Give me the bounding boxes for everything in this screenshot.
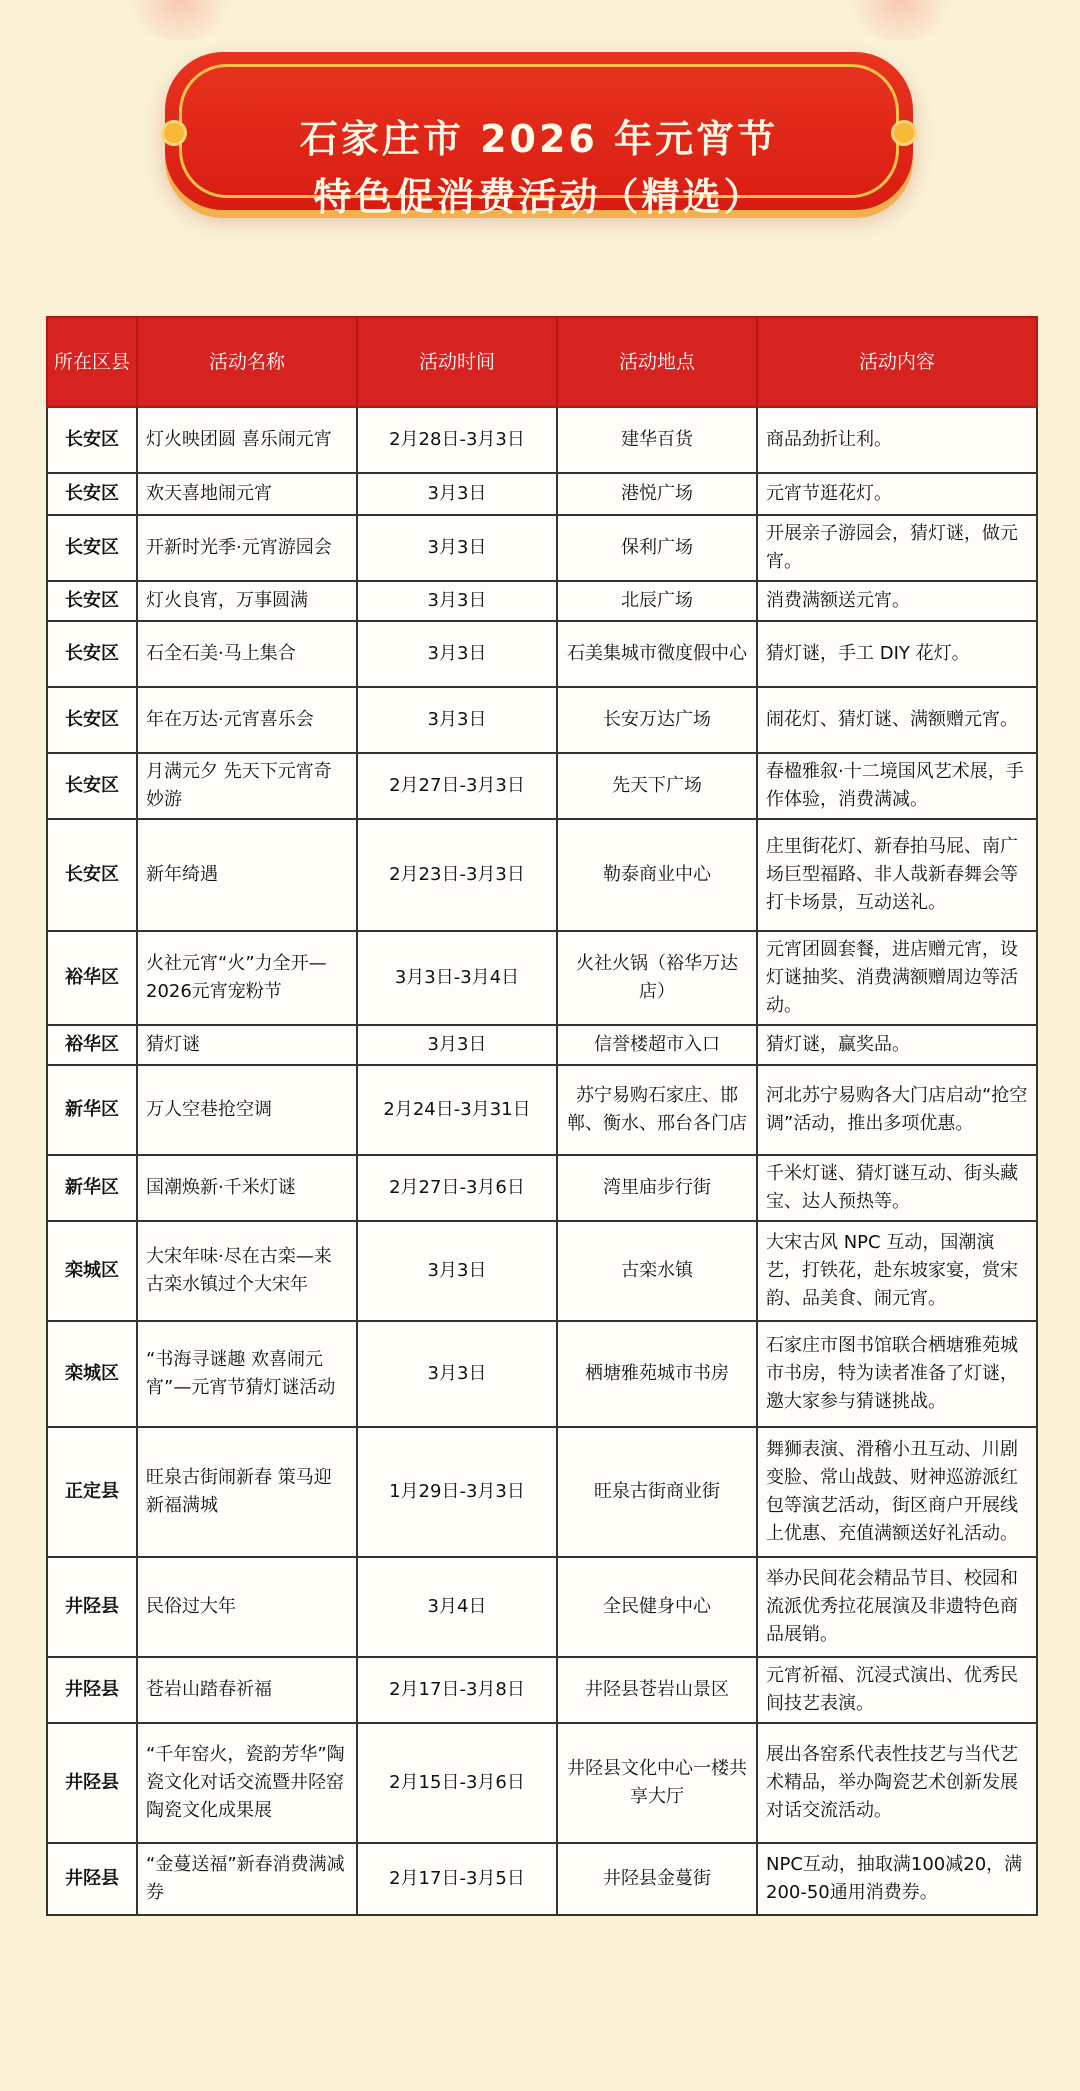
activity-name-cell: 民俗过大年 xyxy=(137,1557,357,1657)
activity-time-cell: 3月3日 xyxy=(357,1221,557,1321)
activity-place-cell: 火社火锅（裕华万达店） xyxy=(557,931,757,1025)
activity-time-cell: 3月3日 xyxy=(357,581,557,621)
activity-time-cell: 3月3日 xyxy=(357,515,557,581)
activity-time-cell: 3月3日 xyxy=(357,621,557,687)
activity-place-cell: 井陉县文化中心一楼共享大厅 xyxy=(557,1723,757,1843)
activity-time-cell: 2月17日-3月5日 xyxy=(357,1843,557,1915)
header-activity-place: 活动地点 xyxy=(557,317,757,407)
district-cell: 长安区 xyxy=(47,687,137,753)
activity-time-cell: 3月3日 xyxy=(357,1321,557,1427)
activity-content-cell: 河北苏宁易购各大门店启动“抢空调”活动，推出多项优惠。 xyxy=(757,1065,1037,1155)
activity-time-cell: 3月3日-3月4日 xyxy=(357,931,557,1025)
activity-content-cell: 大宋古风 NPC 互动，国潮演艺，打铁花，赴东坡家宴，赏宋韵、品美食、闹元宵。 xyxy=(757,1221,1037,1321)
activity-place-cell: 建华百货 xyxy=(557,407,757,473)
district-cell: 长安区 xyxy=(47,407,137,473)
activity-name-cell: “千年窑火，瓷韵芳华”陶瓷文化对话交流暨井陉窑陶瓷文化成果展 xyxy=(137,1723,357,1843)
activity-name-cell: 猜灯谜 xyxy=(137,1025,357,1065)
district-cell: 裕华区 xyxy=(47,931,137,1025)
header-activity-content: 活动内容 xyxy=(757,317,1037,407)
table-row xyxy=(47,1723,1037,1843)
activity-name-cell: 新年绮遇 xyxy=(137,819,357,931)
district-cell: 栾城区 xyxy=(47,1221,137,1321)
table-row xyxy=(47,1321,1037,1427)
activity-content-cell: 展出各窑系代表性技艺与当代艺术精品，举办陶瓷艺术创新发展对话交流活动。 xyxy=(757,1723,1037,1843)
activity-place-cell: 井陉县金蔓街 xyxy=(557,1843,757,1915)
activity-place-cell: 长安万达广场 xyxy=(557,687,757,753)
activity-time-cell: 3月4日 xyxy=(357,1557,557,1657)
activities-table xyxy=(46,316,1038,1916)
table-row xyxy=(47,687,1037,753)
header-activity-name: 活动名称 xyxy=(137,317,357,407)
table-row xyxy=(47,407,1037,473)
firework-decoration-right xyxy=(840,0,960,40)
table-row xyxy=(47,621,1037,687)
table-header-row xyxy=(47,317,1037,407)
table-row xyxy=(47,819,1037,931)
activity-place-cell: 港悦广场 xyxy=(557,473,757,515)
district-cell: 栾城区 xyxy=(47,1321,137,1427)
activity-content-cell: 猜灯谜，赢奖品。 xyxy=(757,1025,1037,1065)
activity-name-cell: 国潮焕新·千米灯谜 xyxy=(137,1155,357,1221)
page-title-line1: 石家庄市 2026 年元宵节 xyxy=(299,117,779,161)
table-row xyxy=(47,1657,1037,1723)
activity-name-cell: 灯火良宵，万事圆满 xyxy=(137,581,357,621)
activity-place-cell: 北辰广场 xyxy=(557,581,757,621)
activity-place-cell: 旺泉古街商业街 xyxy=(557,1427,757,1557)
activity-name-cell: 年在万达·元宵喜乐会 xyxy=(137,687,357,753)
activity-content-cell: 商品劲折让利。 xyxy=(757,407,1037,473)
activity-content-cell: 石家庄市图书馆联合栖塘雅苑城市书房，特为读者准备了灯谜，邀大家参与猜谜挑战。 xyxy=(757,1321,1037,1427)
activity-place-cell: 全民健身中心 xyxy=(557,1557,757,1657)
activity-place-cell: 信誉楼超市入口 xyxy=(557,1025,757,1065)
activity-time-cell: 3月3日 xyxy=(357,1025,557,1065)
activity-content-cell: 猜灯谜，手工 DIY 花灯。 xyxy=(757,621,1037,687)
header-activity-time: 活动时间 xyxy=(357,317,557,407)
activity-name-cell: 旺泉古街闹新春 策马迎新福满城 xyxy=(137,1427,357,1557)
activity-name-cell: 火社元宵“火”力全开—2026元宵宠粉节 xyxy=(137,931,357,1025)
activity-name-cell: “金蔓送福”新春消费满减券 xyxy=(137,1843,357,1915)
activity-content-cell: 庄里街花灯、新春拍马屁、南广场巨型福路、非人哉新春舞会等打卡场景，互动送礼。 xyxy=(757,819,1037,931)
activity-time-cell: 2月15日-3月6日 xyxy=(357,1723,557,1843)
activity-content-cell: 春楹雅叙·十二境国风艺术展，手作体验，消费满减。 xyxy=(757,753,1037,819)
district-cell: 井陉县 xyxy=(47,1657,137,1723)
district-cell: 长安区 xyxy=(47,473,137,515)
district-cell: 裕华区 xyxy=(47,1025,137,1065)
district-cell: 井陉县 xyxy=(47,1723,137,1843)
title-banner xyxy=(165,52,913,219)
table-row xyxy=(47,931,1037,1025)
activity-name-cell: 开新时光季·元宵游园会 xyxy=(137,515,357,581)
table-row xyxy=(47,1221,1037,1321)
table-row xyxy=(47,1557,1037,1657)
page-title-line2: 特色促消费活动（精选） xyxy=(313,175,765,219)
district-cell: 长安区 xyxy=(47,819,137,931)
activity-place-cell: 湾里庙步行街 xyxy=(557,1155,757,1221)
activity-content-cell: 元宵祈福、沉浸式演出、优秀民间技艺表演。 xyxy=(757,1657,1037,1723)
table-row xyxy=(47,1155,1037,1221)
activity-place-cell: 古栾水镇 xyxy=(557,1221,757,1321)
activity-place-cell: 栖塘雅苑城市书房 xyxy=(557,1321,757,1427)
activity-content-cell: 千米灯谜、猜灯谜互动、街头藏宝、达人预热等。 xyxy=(757,1155,1037,1221)
activity-name-cell: 石全石美·马上集合 xyxy=(137,621,357,687)
table-row xyxy=(47,515,1037,581)
table-row xyxy=(47,1025,1037,1065)
table-row xyxy=(47,473,1037,515)
activity-place-cell: 先天下广场 xyxy=(557,753,757,819)
activity-content-cell: 消费满额送元宵。 xyxy=(757,581,1037,621)
activity-content-cell: 舞狮表演、滑稽小丑互动、川剧变脸、常山战鼓、财神巡游派红包等演艺活动，街区商户开展线上优惠、充值满额送好礼活动。 xyxy=(757,1427,1037,1557)
activity-content-cell: 开展亲子游园会，猜灯谜，做元宵。 xyxy=(757,515,1037,581)
activity-time-cell: 2月28日-3月3日 xyxy=(357,407,557,473)
activity-place-cell: 石美集城市微度假中心 xyxy=(557,621,757,687)
table-row xyxy=(47,753,1037,819)
activity-name-cell: 月满元夕 先天下元宵奇妙游 xyxy=(137,753,357,819)
activity-time-cell: 2月24日-3月31日 xyxy=(357,1065,557,1155)
activity-name-cell: 欢天喜地闹元宵 xyxy=(137,473,357,515)
activity-content-cell: NPC互动，抽取满100减20，满200-50通用消费券。 xyxy=(757,1843,1037,1915)
table-row xyxy=(47,1843,1037,1915)
firework-decoration-left xyxy=(120,0,240,40)
district-cell: 长安区 xyxy=(47,753,137,819)
district-cell: 正定县 xyxy=(47,1427,137,1557)
table-row xyxy=(47,1427,1037,1557)
activity-time-cell: 2月17日-3月8日 xyxy=(357,1657,557,1723)
activity-time-cell: 2月27日-3月3日 xyxy=(357,753,557,819)
activity-time-cell: 3月3日 xyxy=(357,687,557,753)
activity-place-cell: 保利广场 xyxy=(557,515,757,581)
district-cell: 长安区 xyxy=(47,515,137,581)
district-cell: 井陉县 xyxy=(47,1557,137,1657)
activity-name-cell: “书海寻谜趣 欢喜闹元宵”—元宵节猜灯谜活动 xyxy=(137,1321,357,1427)
district-cell: 长安区 xyxy=(47,581,137,621)
activity-time-cell: 3月3日 xyxy=(357,473,557,515)
activity-place-cell: 井陉县苍岩山景区 xyxy=(557,1657,757,1723)
table-row xyxy=(47,581,1037,621)
table-row xyxy=(47,1065,1037,1155)
district-cell: 新华区 xyxy=(47,1155,137,1221)
activity-name-cell: 大宋年味·尽在古栾—来古栾水镇过个大宋年 xyxy=(137,1221,357,1321)
header-district: 所在区县 xyxy=(47,317,137,407)
district-cell: 长安区 xyxy=(47,621,137,687)
activity-name-cell: 万人空巷抢空调 xyxy=(137,1065,357,1155)
activity-content-cell: 元宵节逛花灯。 xyxy=(757,473,1037,515)
activity-name-cell: 苍岩山踏春祈福 xyxy=(137,1657,357,1723)
activity-place-cell: 苏宁易购石家庄、邯郸、衡水、邢台各门店 xyxy=(557,1065,757,1155)
activity-place-cell: 勒泰商业中心 xyxy=(557,819,757,931)
activity-content-cell: 元宵团圆套餐，进店赠元宵，设灯谜抽奖、消费满额赠周边等活动。 xyxy=(757,931,1037,1025)
activity-time-cell: 2月23日-3月3日 xyxy=(357,819,557,931)
activity-name-cell: 灯火映团圆 喜乐闹元宵 xyxy=(137,407,357,473)
activity-content-cell: 闹花灯、猜灯谜、满额赠元宵。 xyxy=(757,687,1037,753)
activity-time-cell: 2月27日-3月6日 xyxy=(357,1155,557,1221)
district-cell: 井陉县 xyxy=(47,1843,137,1915)
table-body xyxy=(47,407,1037,1915)
activity-time-cell: 1月29日-3月3日 xyxy=(357,1427,557,1557)
activity-content-cell: 举办民间花会精品节目、校园和流派优秀拉花展演及非遗特色商品展销。 xyxy=(757,1557,1037,1657)
district-cell: 新华区 xyxy=(47,1065,137,1155)
